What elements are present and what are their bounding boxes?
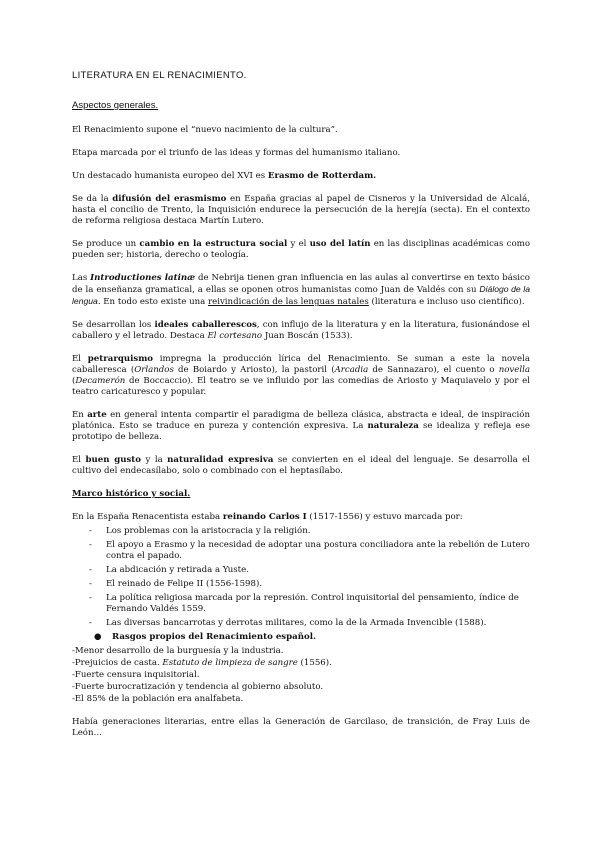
list-item: - Las diversas bancarrotas y derrotas militares, como la de la Armada Invencible (1588). [106,618,530,629]
text: impregna la producción lírica del Renacimiento. Se suman a este la novela caballeresca ( [72,354,530,376]
text: ( [72,376,76,387]
list-item: -Fuerte censura inquisitorial. [72,670,200,681]
text: de Boiardo y Ariosto), la pastoril ( [173,365,335,376]
bold-term: difusión del erasmismo [112,194,227,205]
text: en las disciplinas académicas como pueden ser; historia, derecho o teología. [72,239,530,261]
rasgos-heading-text: Rasgos propios del Renacimiento español. [112,632,316,643]
text: se idealiza y refleja ese prototipo de belleza. [72,421,531,443]
text: Se da la [72,194,113,205]
list-item: - El apoyo a Erasmo y la necesidad de adoptar una postura conciliadora ante la rebelión de Lutero contra el papado. [106,540,530,562]
italic-title: Orlandos [134,365,174,376]
text: En [72,410,88,421]
text: y la [141,455,168,466]
text: . En todo esto existe una [97,297,208,308]
bold-term: buen gusto [85,455,142,466]
page-title: LITERATURA EN EL RENACIMIENTO. [72,70,247,81]
paragraph-1: El Renacimiento supone el “nuevo nacimiento de la cultura”. [72,125,338,136]
text: En la España Renacentista estaba [72,512,223,523]
bold-term: uso del latín [309,239,371,250]
paragraph-9 [72,410,530,443]
bold-term: naturaleza [367,421,419,432]
list-item: -El 85% de la población era analfabeta. [72,694,244,705]
paragraph-2: Etapa marcada por el triunfo de las ideas y formas del humanismo italiano. [72,148,401,159]
rasgos-heading [72,632,530,643]
text: Se produce un [72,239,140,250]
bold-term: naturalidad expresiva [167,455,274,466]
italic-title: Estatuto de limpieza de sangre [162,658,298,669]
bold-term: ideales caballerescos [154,320,257,331]
text: de Nebrija tienen gran influencia en las aulas al convertirse en texto básico de la enseñanza gramatical, a ellas se oponen otros humanistas como Juan de Valdés con su [72,273,530,296]
paragraph-7 [72,320,530,342]
paragraph-5 [72,239,530,261]
text: Un destacado humanista europeo del XVI es [72,171,268,182]
list-item [72,658,530,669]
paragraph-8 [72,354,530,398]
section-heading-marco: Marco histórico y social. [72,489,191,500]
bold-term: arte [87,410,107,421]
text: El [72,354,88,365]
italic-title: El cortesano [207,331,263,342]
paragraph-6 [72,273,530,308]
paragraph-3 [72,171,530,182]
section-heading-aspectos: Aspectos generales. [72,100,159,111]
text: (literatura e incluso uso científico). [368,297,525,308]
text: -Prejuicios de casta. [72,658,163,669]
text: (1517-1556) y estuvo marcada por: [306,512,463,523]
text: de Boccaccio). El teatro se ve influido por las comedias de Ariosto y Maquiavelo y por el teatro caricaturesco y popular. [72,376,530,398]
marco-list [72,526,530,629]
final-paragraph: Había generaciones literarias, entre ellas la Generación de Garcilaso, de transición, de Fray Luis de León… [72,717,530,739]
marco-intro [72,512,530,523]
bold-term: petrarquismo [87,354,154,365]
list-item: - El reinado de Felipe II (1556-1598). [106,579,530,590]
bold-term: cambio en la estructura social [139,239,288,250]
text: se convierten en el ideal del lenguaje. Se desarrolla el cultivo del endecasílabo, solo o combinado con el heptasílabo. [72,455,530,477]
text: en general intenta compartir el paradigma de belleza clásica, abstracta e ideal, de inspiración platónica. Esto se traduce en pureza y contención expresiva. La [72,410,530,432]
list-item: -Menor desarrollo de la burguesía y la industria. [72,646,284,657]
text: , con influjo de la literatura y en la literatura, fusionándose el caballero y el letrado. Destaca [72,320,531,342]
text: (1556). [297,658,332,669]
text: de Sannazaro), el cuento o [368,365,499,376]
bold-term: reinando Carlos I [222,512,307,523]
bullet-dot-icon: ● [94,632,102,643]
document-body [72,100,530,751]
text: Las [72,273,91,284]
italic-title: Decamerón [75,376,126,387]
underlined-text: reivindicación de las lenguas natales [208,297,369,308]
bold-term: Erasmo de Rotterdam. [267,171,377,182]
list-item: -Fuerte burocratización y tendencia al gobierno absoluto. [72,682,324,693]
bold-italic-term: Introductiones latinæ [90,273,196,284]
italic-title: novella [498,365,530,376]
paragraph-4 [72,194,530,227]
list-item: - La política religiosa marcada por la represión. Control inquisitorial del pensamiento, índice de Fernando Valdés 1559. [106,593,530,615]
list-item: - La abdicación y retirada a Yuste. [106,565,530,576]
italic-title: Arcadia [334,365,369,376]
list-item: - Los problemas con la aristocracia y la religión. [106,526,530,537]
paragraph-10 [72,455,530,477]
italic-title: Diálogo de la lengua [72,284,530,307]
text: El [72,455,86,466]
text: y el [287,239,310,250]
text: Juan Boscán (1533). [262,331,353,342]
rasgos-list [72,646,530,705]
text: en España gracias al papel de Cisneros y la Universidad de Alcalá, hasta el concilio de Trento, la Inquisición endurece la persecución de la herejía (secta). En el contexto de reforma religiosa destaca Martín Lutero. [72,194,530,227]
text: Se desarrollan los [72,320,155,331]
